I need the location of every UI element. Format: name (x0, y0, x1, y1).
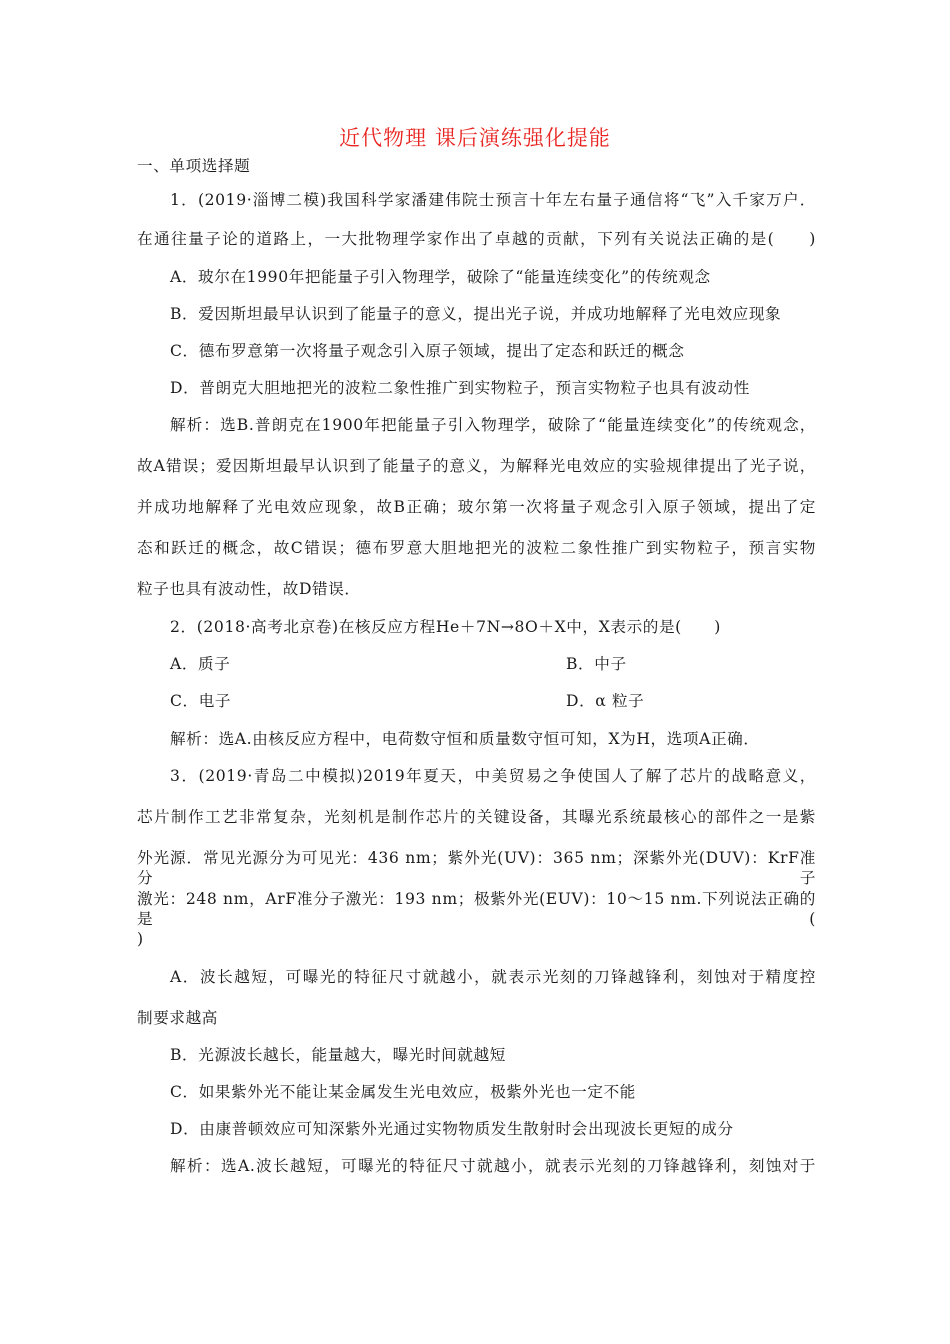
q3-stem-line-1: 3．(2019·青岛二中模拟)2019年夏天，中美贸易之争使国人了解了芯片的战略意义， (170, 767, 816, 785)
q2-option-d: D．α 粒子 (566, 692, 645, 710)
q3-stem-line-3: 外光源．常见光源分为可见光：436 nm；紫外光(UV)：365 nm；深紫外光(DUV)：KrF准分子 (137, 849, 816, 887)
q3-stem-line-2: 芯片制作工艺非常复杂，光刻机是制作芯片的关键设备，其曝光系统最核心的部件之一是紫 (137, 808, 816, 826)
q2-stem: 2．(2018·高考北京卷)在核反应方程He＋7N→8O＋X中，X表示的是( ) (170, 618, 721, 636)
q1-analysis-line-4: 态和跃迁的概念，故C错误；德布罗意大胆地把光的波粒二象性推广到实物粒子，预言实物 (137, 539, 816, 557)
q1-option-d: D．普朗克大胆地把光的波粒二象性推广到实物粒子，预言实物粒子也具有波动性 (170, 379, 750, 397)
q3-stem-line-4: 激光：248 nm，ArF准分子激光：193 nm；极紫外光(EUV)：10～15 nm.下列说法正确的是( (137, 890, 816, 928)
q2-option-c: C．电子 (170, 692, 232, 710)
q2-option-b: B．中子 (566, 655, 627, 673)
page-title: 近代物理 课后演练强化提能 (339, 126, 611, 150)
q1-analysis-line-2: 故A错误；爱因斯坦最早认识到了能量子的意义，为解释光电效应的实验规律提出了光子说， (137, 457, 816, 475)
q1-analysis-line-3: 并成功地解释了光电效应现象，故B正确；玻尔第一次将量子观念引入原子领域，提出了定 (137, 498, 816, 516)
q1-analysis-line-1: 解析：选B.普朗克在1900年把能量子引入物理学，破除了“能量连续变化”的传统观念， (170, 416, 816, 434)
section-heading: 一、单项选择题 (137, 157, 251, 175)
q3-option-b: B．光源波长越长，能量越大，曝光时间就越短 (170, 1046, 506, 1064)
q3-option-c: C．如果紫外光不能让某金属发生光电效应，极紫外光也一定不能 (170, 1083, 636, 1101)
q1-option-c: C．德布罗意第一次将量子观念引入原子领域，提出了定态和跃迁的概念 (170, 342, 685, 360)
q3-stem-line-5: ) (137, 930, 144, 948)
q1-stem-line-1: 1．(2019·淄博二模)我国科学家潘建伟院士预言十年左右量子通信将“飞”入千家万户． (170, 191, 816, 209)
q2-option-a: A．质子 (170, 655, 231, 673)
q1-analysis-line-5: 粒子也具有波动性，故D错误． (137, 580, 361, 598)
q2-analysis: 解析：选A.由核反应方程中，电荷数守恒和质量数守恒可知，X为H，选项A正确． (170, 730, 760, 748)
q1-stem-line-2: 在通往量子论的道路上，一大批物理学家作出了卓越的贡献，下列有关说法正确的是( ) (137, 230, 816, 248)
q3-option-a-line-2: 制要求越高 (137, 1009, 218, 1027)
q3-option-d: D．由康普顿效应可知深紫外光通过实物物质发生散射时会出现波长更短的成分 (170, 1120, 734, 1138)
q1-option-a: A．玻尔在1990年把能量子引入物理学，破除了“能量连续变化”的传统观念 (170, 268, 711, 286)
q1-option-b: B．爱因斯坦最早认识到了能量子的意义，提出光子说，并成功地解释了光电效应现象 (170, 305, 782, 323)
q3-analysis-line-1: 解析：选A.波长越短，可曝光的特征尺寸就越小，就表示光刻的刀锋越锋利，刻蚀对于 (170, 1157, 816, 1175)
q3-option-a-line-1: A．波长越短，可曝光的特征尺寸就越小，就表示光刻的刀锋越锋利，刻蚀对于精度控 (170, 968, 816, 986)
